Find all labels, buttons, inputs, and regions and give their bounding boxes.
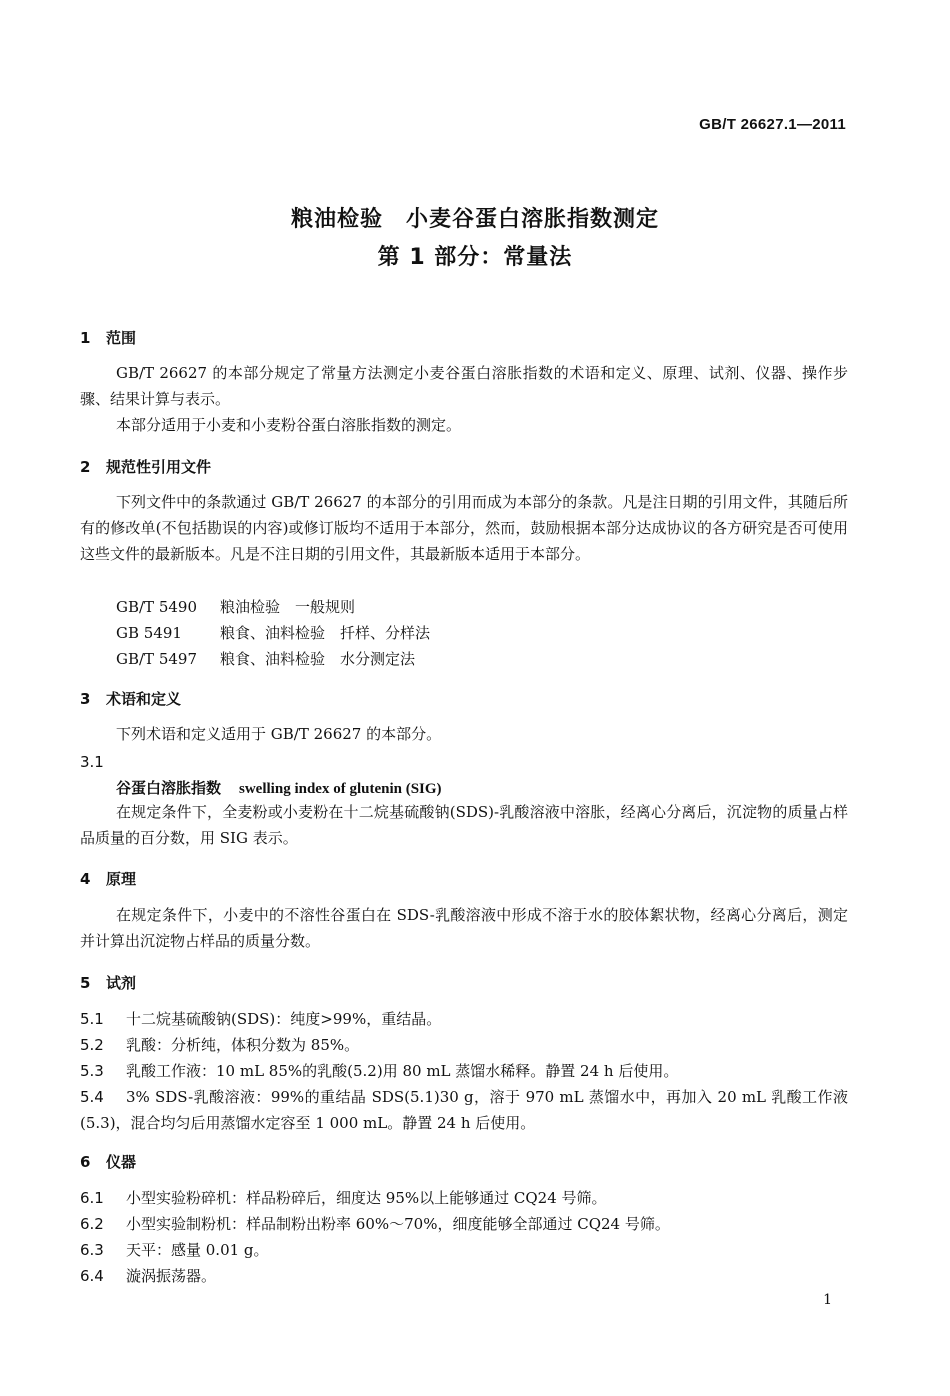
section-references-body bbox=[80, 489, 848, 567]
document-title: 粮油检验 小麦谷蛋白溶胀指数测定 bbox=[290, 207, 659, 232]
list-item: 5.2 乳酸：分析纯，体积分数为 85%。 bbox=[80, 1036, 360, 1054]
list-item: 6.2 小型实验制粉机：样品制粉出粉率 60%～70%，细度能够全部通过 CQ24 号筛。 bbox=[80, 1215, 670, 1233]
section-heading-principle: 4 原理 bbox=[80, 870, 137, 888]
term-definition bbox=[80, 799, 848, 851]
list-item: 6.3 天平：感量 0.01 g。 bbox=[80, 1241, 269, 1259]
list-item: 5.3 乳酸工作液：10 mL 85%的乳酸(5.2)用 80 mL 蒸馏水稀释。静置 24 h 后使用。 bbox=[80, 1062, 679, 1080]
reference-item: GB/T 5497 粮食、油料检验 水分测定法 bbox=[116, 650, 416, 668]
reference-item: GB/T 5490 粮油检验 一般规则 bbox=[116, 598, 356, 616]
page-number: 1 bbox=[823, 1292, 832, 1308]
list-item: 5.1 十二烷基硫酸钠(SDS)：纯度>99%，重结晶。 bbox=[80, 1010, 442, 1028]
standard-number: GB/T 26627.1—2011 bbox=[699, 116, 846, 133]
subsection-number: 3.1 bbox=[80, 753, 104, 771]
list-item: 5.4 3% SDS-乳酸溶液：99%的重结晶 SDS(5.1)30 g，溶于 970 mL 蒸馏水中，再加入 20 mL 乳酸工作液(5.3)，混合均匀后用蒸馏水定容至 1 000 mL。静置 24 h 后使用。 bbox=[80, 1088, 848, 1132]
section-heading-references: 2 规范性引用文件 bbox=[80, 458, 212, 476]
paragraph: 本部分适用于小麦和小麦粉谷蛋白溶胀指数的测定。 bbox=[116, 416, 462, 434]
document-subtitle: 第 1 部分：常量法 bbox=[377, 245, 573, 270]
paragraph: 在规定条件下，小麦中的不溶性谷蛋白在 SDS-乳酸溶液中形成不溶于水的胶体絮状物，经离心分离后，测定并计算出沉淀物占样品的质量分数。 bbox=[80, 906, 848, 950]
paragraph: GB/T 26627 的本部分规定了常量方法测定小麦谷蛋白溶胀指数的术语和定义、原理、试剂、仪器、操作步骤、结果计算与表示。 bbox=[80, 364, 848, 408]
term-entry bbox=[116, 777, 442, 798]
list-item: 6.1 小型实验粉碎机：样品粉碎后，细度达 95%以上能够通过 CQ24 号筛。 bbox=[80, 1189, 607, 1207]
paragraph: 下列术语和定义适用于 GB/T 26627 的本部分。 bbox=[116, 725, 442, 743]
section-scope-body bbox=[80, 360, 848, 438]
term-chinese: 谷蛋白溶胀指数 bbox=[116, 779, 222, 797]
section-heading-scope: 1 范围 bbox=[80, 329, 137, 347]
paragraph: 在规定条件下，全麦粉或小麦粉在十二烷基硫酸钠(SDS)-乳酸溶液中溶胀，经离心分离后，沉淀物的质量占样品质量的百分数，用 SIG 表示。 bbox=[80, 803, 848, 847]
section-heading-reagents: 5 试剂 bbox=[80, 974, 137, 992]
section-principle-body bbox=[80, 902, 848, 954]
list-item: 6.4 漩涡振荡器。 bbox=[80, 1267, 217, 1285]
section-terms-body bbox=[80, 721, 848, 747]
paragraph: 下列文件中的条款通过 GB/T 26627 的本部分的引用而成为本部分的条款。凡是注日期的引用文件，其随后所有的修改单(不包括勘误的内容)或修订版均不适用于本部分，然而，鼓励根据本部分达成协议的各方研究是否可使用这些文件的最新版本。凡是不注日期的引用文件，其最新版本适用于本部分。 bbox=[80, 493, 848, 563]
term-english: swelling index of glutenin (SIG) bbox=[239, 781, 442, 797]
section-heading-terms: 3 术语和定义 bbox=[80, 690, 182, 708]
reference-item: GB 5491 粮食、油料检验 扦样、分样法 bbox=[116, 624, 431, 642]
section-heading-apparatus: 6 仪器 bbox=[80, 1153, 137, 1171]
